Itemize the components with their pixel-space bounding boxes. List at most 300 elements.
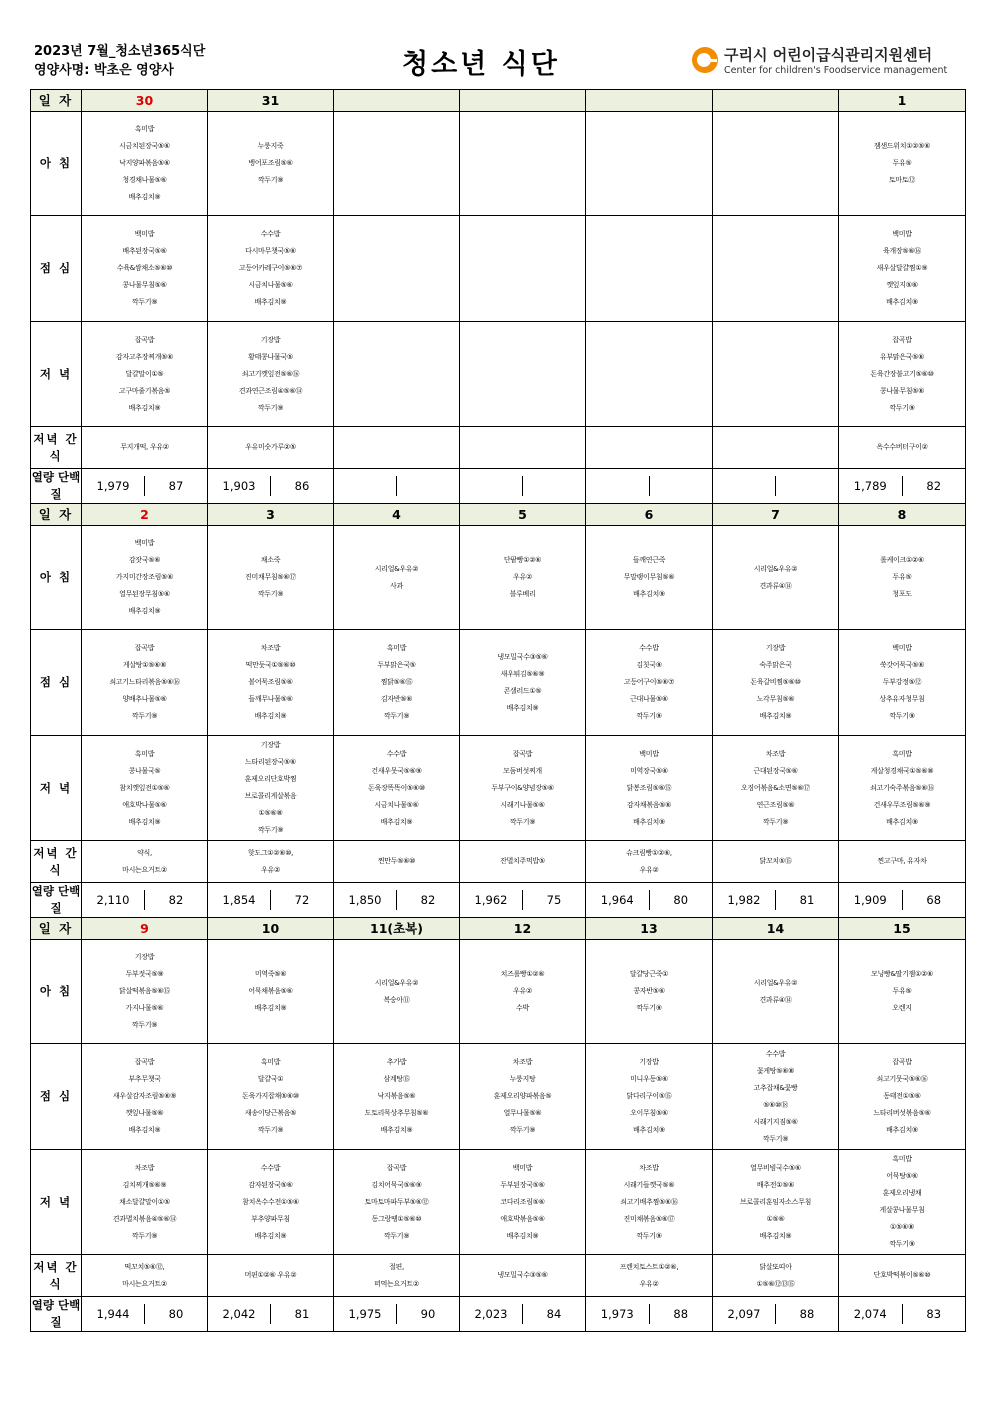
menu-item: 토마토마파두부⑤⑥⑫	[364, 1197, 429, 1206]
menu-item: 근대나물⑤⑥	[630, 695, 668, 703]
lunch-cell	[82, 216, 208, 322]
menu-item: 게살청경채국①⑤⑥⑧	[870, 766, 934, 775]
calories-value: 2,074	[853, 1306, 887, 1321]
menu-item: 가지미간장조림⑤⑥	[115, 573, 174, 581]
menu-item: 배추김치⑨	[759, 712, 792, 720]
menu-item: 미역장국⑤⑥	[630, 766, 668, 775]
day-number: 14	[713, 918, 839, 940]
day-number	[586, 90, 713, 112]
menu-item: 육개장⑤⑥⑯	[882, 247, 922, 255]
nutrition-cell	[839, 1297, 966, 1332]
calories-value: 1,854	[222, 892, 256, 907]
breakfast-cell	[460, 112, 586, 216]
menu-item: 약식,	[137, 848, 152, 857]
snack-cell	[82, 427, 208, 469]
menu-item: 배추김치⑨	[506, 703, 539, 712]
breakfast-cell	[208, 526, 334, 630]
menu-item: 양배추나물⑤⑥	[122, 695, 167, 703]
snack-cell	[839, 427, 966, 469]
menu-item: 단팥빵①②⑥	[503, 556, 542, 564]
menu-item: 배추김치⑨	[128, 193, 161, 201]
menu-item: 흑미밥	[386, 644, 407, 652]
breakfast-cell	[208, 112, 334, 216]
menu-item: 진미채볶음⑤⑥⑰	[623, 1214, 675, 1223]
dinner-cell	[839, 322, 966, 427]
menu-item: 유부맑은국⑤⑥	[879, 352, 925, 361]
menu-item: 핫도그①②⑥⑩,	[247, 848, 294, 857]
nutrition-label: 열량 단백질	[31, 883, 82, 918]
menu-item: 배추김치⑨	[380, 817, 413, 826]
nutrition-cell	[713, 469, 839, 504]
menu-item: 깍두기⑨	[509, 817, 536, 826]
day-label: 일 자	[31, 504, 82, 526]
menu-item: 블루베리	[509, 590, 536, 598]
protein-value: 81	[775, 890, 838, 910]
lunch-cell	[586, 630, 713, 736]
nutrition-cell	[334, 883, 460, 918]
menu-item: 깍두기⑨	[257, 1126, 284, 1134]
day-number: 2	[82, 504, 208, 526]
menu-item: ①⑤⑥⑧	[258, 809, 283, 817]
menu-item: 고구마줄기볶음⑤	[118, 386, 171, 395]
nutrition-cell	[208, 1297, 334, 1332]
day-number: 13	[586, 918, 713, 940]
protein-value: 80	[649, 890, 713, 910]
menu-item: 달걀당근죽①	[629, 970, 669, 978]
menu-item: 꽃게탕⑤⑥⑧	[756, 1066, 795, 1075]
menu-item: 머핀①②⑥ 우유②	[244, 1271, 297, 1279]
protein-value: 82	[396, 890, 459, 910]
dinner-cell	[586, 736, 713, 841]
dinner-cell	[713, 1150, 839, 1255]
snack-row	[31, 841, 966, 883]
menu-item: 훈제오리양파볶음⑤	[493, 1092, 552, 1100]
protein-value	[522, 476, 585, 496]
menu-item: ⑤⑥⑩⑱	[763, 1100, 788, 1109]
calories-value: 1,944	[96, 1306, 130, 1321]
menu-item: 김치어묵국⑤⑥⑨	[371, 1180, 422, 1189]
menu-item: 감자된장국⑤⑥	[248, 1180, 293, 1189]
snack-cell	[839, 1255, 966, 1297]
snack-cell	[208, 427, 334, 469]
protein-value: 88	[775, 1304, 838, 1324]
snack-cell	[334, 427, 460, 469]
calories-value: 1,964	[600, 892, 634, 907]
menu-item: 깍두기⑨	[131, 712, 158, 720]
day-label: 일 자	[31, 90, 82, 112]
menu-item: 배추김치⑨	[254, 298, 287, 306]
menu-table	[30, 89, 966, 1332]
menu-item: 깍두기⑨	[762, 817, 789, 826]
menu-item: 닭다리구이⑤⑮	[626, 1092, 672, 1100]
menu-item: 시리얼&우유②	[374, 564, 419, 573]
menu-item: 콩나물무침⑤⑥	[879, 386, 925, 395]
snack-cell	[713, 841, 839, 883]
menu-item: 근대된장국⑤⑥	[753, 766, 798, 775]
breakfast-cell	[82, 526, 208, 630]
nutrition-row	[31, 469, 966, 504]
breakfast-row	[31, 526, 966, 630]
menu-item: 잡곡밥	[134, 644, 155, 652]
menu-item: 견과류④⑭	[759, 581, 792, 590]
menu-item: 배추김치⑨	[380, 1126, 413, 1134]
day-header-row	[31, 90, 966, 112]
menu-item: 두유⑤	[892, 573, 912, 581]
menu-item: 시래기들깻국⑤⑥	[623, 1180, 675, 1189]
snack-cell	[713, 1255, 839, 1297]
menu-item: 백미밥	[134, 539, 155, 547]
menu-item: 흑미밥	[134, 125, 155, 133]
menu-item: 백미밥	[892, 644, 912, 652]
snack-cell	[586, 1255, 713, 1297]
lunch-cell	[713, 216, 839, 322]
breakfast-row	[31, 940, 966, 1044]
menu-item: 기장밥	[134, 953, 155, 961]
lunch-cell	[334, 216, 460, 322]
menu-item: 열무나물⑤⑥	[503, 1109, 542, 1117]
menu-item: 쇠고기배추찜⑤⑥⑯	[620, 1197, 678, 1206]
menu-item: 건새우뭇국⑤⑥⑨	[371, 766, 422, 775]
page-title: 청소년 식단	[402, 49, 560, 80]
lunch-cell	[713, 630, 839, 736]
snack-cell	[460, 1255, 586, 1297]
menu-item: 기장밥	[765, 644, 786, 652]
menu-item: 콘샐러드①⑤	[503, 686, 542, 695]
breakfast-cell	[839, 112, 966, 216]
menu-item: 차조밥	[765, 749, 786, 758]
menu-item: 시래기지짐⑤⑥	[753, 1117, 798, 1126]
menu-item: 깍두기⑨	[383, 712, 410, 720]
nutrition-cell	[334, 469, 460, 504]
menu-item: 수박	[516, 1004, 529, 1012]
menu-item: 고등어카레구이⑤⑥⑦	[238, 264, 303, 272]
dietitian-name: 영양사명: 박초은 영양사	[34, 63, 174, 78]
breakfast-cell	[334, 112, 460, 216]
breakfast-label: 아 침	[31, 940, 82, 1044]
calories-value: 1,909	[853, 892, 887, 907]
breakfast-cell	[460, 526, 586, 630]
nutrition-cell	[460, 1297, 586, 1332]
menu-item: 달걀국①	[257, 1075, 284, 1083]
day-number: 9	[82, 918, 208, 940]
menu-item: 흑미밥	[892, 749, 912, 758]
menu-item: 시리얼&우유②	[374, 978, 419, 987]
menu-item: 기장밥	[639, 1058, 659, 1066]
menu-item: 김칫국⑨	[636, 661, 662, 669]
dinner-row	[31, 322, 966, 427]
menu-item: 깍두기⑨	[257, 826, 284, 834]
menu-item: 냉모밀국수③⑤⑥	[497, 1271, 548, 1279]
menu-item: 배추김치⑨	[254, 1231, 287, 1240]
menu-item: 콩자반⑤⑥	[633, 987, 665, 995]
menu-item: 오이무침⑤⑥	[630, 1109, 668, 1117]
menu-item: 우유②	[639, 1279, 659, 1288]
day-header-row	[31, 918, 966, 940]
menu-item: 배추김치⑨	[506, 1231, 539, 1240]
menu-item: 무말랭이무침⑤⑥	[623, 573, 675, 581]
menu-item: 깍두기⑨	[636, 712, 662, 720]
breakfast-cell	[82, 940, 208, 1044]
snack-cell	[82, 841, 208, 883]
menu-item: 채소달걀말이①⑤	[119, 1197, 170, 1206]
nutrition-cell	[460, 883, 586, 918]
menu-item: 차조밥	[134, 1163, 155, 1172]
menu-item: 두유⑤	[892, 987, 912, 995]
lunch-cell	[82, 630, 208, 736]
breakfast-cell	[586, 526, 713, 630]
menu-item: 절편,	[389, 1262, 404, 1271]
snack-row	[31, 427, 966, 469]
nutrition-cell	[82, 469, 208, 504]
menu-item: 부추양파무침	[251, 1214, 290, 1223]
menu-item: 깍두기⑨	[636, 1231, 662, 1240]
nutrition-cell	[460, 469, 586, 504]
menu-item: ①⑤⑥⑧	[890, 1223, 914, 1231]
breakfast-cell	[713, 526, 839, 630]
dinner-cell	[586, 322, 713, 427]
menu-item: 우유②	[639, 865, 659, 874]
dinner-cell	[460, 736, 586, 841]
menu-item: 낙지양파볶음⑤⑥	[119, 159, 170, 167]
protein-value: 90	[396, 1304, 459, 1324]
snack-cell	[586, 427, 713, 469]
menu-item: 마시는요거트②	[122, 1279, 167, 1288]
menu-item: 브로콜리게살볶음	[244, 792, 297, 800]
menu-item: 찐고구마, 유자차	[877, 857, 927, 865]
protein-value: 81	[270, 1304, 333, 1324]
menu-item: 잡곡밥	[892, 1058, 912, 1066]
menu-item: 깍두기⑨	[636, 1004, 662, 1012]
snack-label: 저녁 간식	[31, 1255, 82, 1297]
lunch-cell	[839, 1044, 966, 1150]
day-number: 30	[82, 90, 208, 112]
day-number: 12	[460, 918, 586, 940]
breakfast-label: 아 침	[31, 112, 82, 216]
day-header-row	[31, 504, 966, 526]
menu-item: 닭살떡볶음⑤⑥⑮	[119, 987, 170, 995]
menu-item: 두부된장국⑤⑥	[500, 1180, 545, 1189]
protein-value: 84	[522, 1304, 585, 1324]
nutrition-cell	[208, 469, 334, 504]
menu-item: 볼어묵조림⑤⑥	[248, 678, 293, 686]
center-logo	[692, 44, 962, 84]
day-number: 10	[208, 918, 334, 940]
menu-item: 흑미밥	[260, 1058, 281, 1066]
center-name: 구리시 어린이급식관리지원센터	[724, 46, 933, 64]
menu-item: 부추무챗국	[128, 1075, 161, 1083]
dinner-row	[31, 736, 966, 841]
menu-item: 숙주맑은국	[759, 661, 792, 669]
menu-item: 배추김치⑨	[886, 817, 918, 826]
menu-item: 잡곡밥	[134, 1058, 155, 1066]
snack-cell	[208, 841, 334, 883]
menu-item: 잡곡밥	[134, 335, 155, 344]
menu-item: 어묵채볶음⑤⑥	[248, 987, 293, 995]
dinner-cell	[839, 1150, 966, 1255]
menu-item: 떡만둣국①⑤⑥⑩	[245, 661, 296, 669]
nutrition-row	[31, 1297, 966, 1332]
menu-item: 견과류④⑭	[759, 995, 792, 1004]
menu-item: 수수밥	[260, 230, 281, 238]
calories-value: 2,097	[727, 1306, 761, 1321]
menu-item: 어묵탕⑤⑥	[886, 1172, 918, 1180]
menu-item: 콩나물국⑤	[128, 766, 161, 775]
menu-item: 참치깻잎전①⑤⑥	[119, 783, 170, 792]
menu-item: 새우튀김⑤⑥⑨	[500, 669, 545, 678]
menu-item: 추가밥	[386, 1058, 407, 1066]
calories-value: 1,962	[474, 892, 508, 907]
menu-item: 잡곡밥	[512, 749, 533, 758]
menu-item: 치즈롤빵①②⑥	[500, 970, 545, 978]
protein-value: 83	[902, 1304, 966, 1324]
menu-item: ①⑤⑥	[766, 1214, 785, 1223]
menu-item: 청포도	[892, 590, 912, 598]
menu-item: 배추김치⑨	[254, 1004, 287, 1012]
menu-item: 수수밥	[639, 644, 659, 652]
dinner-cell	[334, 1150, 460, 1255]
menu-item: 게살탕①⑤⑥⑧	[122, 661, 167, 669]
protein-value: 88	[649, 1304, 713, 1324]
menu-item: 시금치된장국⑤⑥	[119, 142, 170, 150]
menu-item: 누룽지죽	[257, 142, 284, 150]
menu-info	[34, 42, 205, 80]
dinner-cell	[82, 736, 208, 841]
snack-cell	[82, 1255, 208, 1297]
menu-item: 배추김치⑨	[254, 712, 287, 720]
lunch-cell	[208, 1044, 334, 1150]
snack-label: 저녁 간식	[31, 427, 82, 469]
menu-item: 닭봉조림⑤⑥⑮	[626, 783, 672, 792]
menu-item: 닭살또띠아	[759, 1262, 792, 1271]
menu-item: 수육&쌈채소⑤⑥⑩	[116, 264, 173, 272]
nutrition-cell	[586, 1297, 713, 1332]
day-number	[334, 90, 460, 112]
breakfast-cell	[460, 940, 586, 1044]
menu-item: 쑥갓어묵국⑤⑥	[879, 661, 925, 669]
dinner-cell	[839, 736, 966, 841]
nutrition-row	[31, 883, 966, 918]
menu-item: 견과멸치볶음④⑤⑥⑭	[112, 1214, 177, 1223]
nutrition-cell	[713, 1297, 839, 1332]
menu-item: 오징어볶음&소면⑤⑥⑰	[740, 783, 811, 792]
menu-item: 쇠고기느타리볶음⑤⑥⑯	[109, 678, 180, 686]
calories-value: 1,903	[222, 478, 256, 493]
protein-value	[396, 476, 459, 496]
menu-item: 훈제오리냉채	[882, 1189, 922, 1197]
lunch-cell	[460, 630, 586, 736]
menu-item: 깍두기⑨	[131, 298, 158, 306]
protein-value: 86	[270, 476, 333, 496]
lunch-cell	[208, 630, 334, 736]
day-label: 일 자	[31, 918, 82, 940]
menu-item: 떡꼬치⑤⑥⑫,	[124, 1262, 165, 1271]
menu-item: 차조밥	[639, 1163, 659, 1172]
menu-item: 깍두기⑨	[131, 1231, 158, 1240]
breakfast-cell	[586, 112, 713, 216]
menu-item: 배추김치⑨	[886, 298, 918, 306]
day-number: 5	[460, 504, 586, 526]
menu-item: 잼샌드위치①②⑤⑥	[873, 142, 931, 150]
menu-item: 차조밥	[512, 1058, 533, 1066]
menu-item: 배추김치⑨	[128, 403, 161, 412]
menu-item: 두유⑤	[892, 159, 912, 167]
calories-value: 1,975	[348, 1306, 382, 1321]
snack-cell	[586, 841, 713, 883]
snack-cell	[334, 1255, 460, 1297]
menu-item: 열무된장무침⑤⑥	[119, 590, 170, 598]
day-number	[460, 90, 586, 112]
menu-item: 두부젓국⑤⑨	[125, 970, 164, 978]
dinner-label: 저 녁	[31, 1150, 82, 1255]
menu-item: 배추된장국⑤⑥	[122, 247, 167, 255]
menu-item: 들깨연근죽	[632, 556, 666, 564]
menu-item: 코다리조림⑤⑥	[500, 1197, 545, 1206]
menu-item: 황태콩나물국⑤	[248, 352, 293, 361]
menu-item: 돈육갈비찜⑤⑥⑩	[750, 678, 801, 686]
lunch-cell	[586, 216, 713, 322]
menu-item: 쇠고기뭇국⑤⑥⑯	[876, 1075, 928, 1083]
calories-value: 1,789	[853, 478, 887, 493]
menu-item: 시금치나물⑤⑥	[248, 281, 293, 289]
menu-item: 쇠고기깻잎전⑤⑥⑯	[241, 369, 300, 378]
day-number: 6	[586, 504, 713, 526]
menu-item: 수수밥	[386, 749, 407, 758]
menu-item: 깍두기⑨	[257, 403, 284, 412]
dinner-cell	[334, 322, 460, 427]
menu-item: 단호박떡볶이⑤⑥⑩	[873, 1271, 931, 1279]
day-number: 3	[208, 504, 334, 526]
menu-item: 모닝빵&딸기잼①②⑥	[871, 970, 933, 978]
dinner-label: 저 녁	[31, 322, 82, 427]
nutrition-cell	[713, 883, 839, 918]
lunch-cell	[460, 1044, 586, 1150]
menu-item: 낙지볶음⑤⑥	[377, 1092, 416, 1100]
menu-item: 고추잡채&꽃빵	[753, 1083, 798, 1092]
menu-period: 2023년 7월_청소년365식단	[34, 44, 206, 59]
protein-value: 80	[144, 1304, 207, 1324]
breakfast-row	[31, 112, 966, 216]
menu-item: 깻잎나물⑤⑥	[125, 1109, 164, 1117]
menu-item: 시금치나물⑤⑥	[374, 800, 419, 809]
nutrition-cell	[208, 883, 334, 918]
menu-item: 감자채볶음⑤⑥	[626, 800, 672, 809]
nutrition-cell	[334, 1297, 460, 1332]
menu-item: 두부강정⑤⑫	[882, 678, 922, 686]
calories-value: 1,979	[96, 478, 130, 493]
lunch-row	[31, 216, 966, 322]
menu-item: 미역죽⑤⑥	[254, 970, 287, 978]
menu-item: 잔멸치주먹밥⑤	[500, 857, 545, 865]
menu-item: 우유②	[261, 865, 280, 874]
snack-cell	[839, 841, 966, 883]
protein-value: 82	[902, 476, 966, 496]
menu-item: 마시는요거트②	[122, 865, 167, 874]
menu-item: 미니우동⑤⑥	[630, 1075, 668, 1083]
menu-item: 브로콜리훈임자소스무침	[739, 1197, 812, 1206]
menu-item: 차조밥	[260, 644, 281, 652]
menu-item: 채소죽	[260, 556, 281, 564]
menu-item: 느타리버섯볶음⑤⑥	[873, 1109, 931, 1117]
dinner-cell	[713, 736, 839, 841]
lunch-cell	[586, 1044, 713, 1150]
menu-item: 가지나물⑤⑥	[125, 1004, 164, 1012]
lunch-cell	[839, 630, 966, 736]
menu-item: 깍두기⑨	[257, 590, 284, 598]
menu-item: 쇠고기숙주볶음⑤⑥⑯	[870, 783, 934, 792]
menu-item: 청경채나물⑤⑥	[122, 176, 167, 184]
protein-value: 68	[902, 890, 966, 910]
menu-item: 무지개떡, 우유②	[120, 443, 169, 451]
